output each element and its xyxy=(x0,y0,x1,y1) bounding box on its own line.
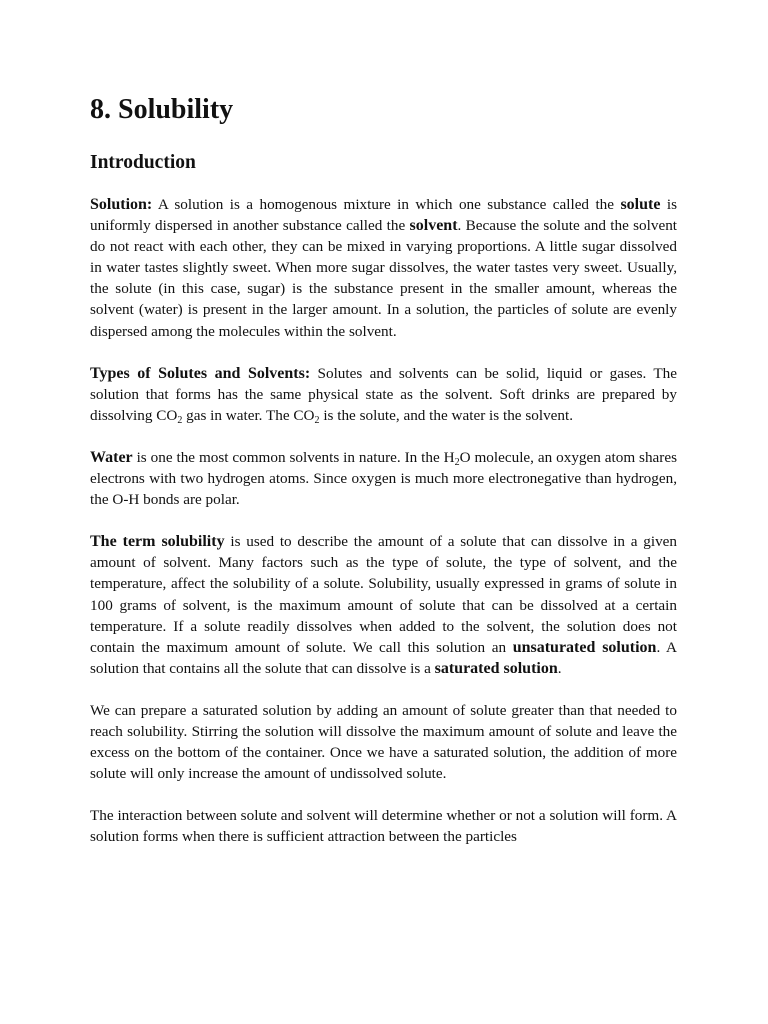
paragraph-text: A solution is a homogenous mixture in which one substance called the xyxy=(152,196,621,213)
paragraph-text: is the solute, and the water is the solvent. xyxy=(319,406,574,424)
subscript: 2 xyxy=(177,414,183,426)
term-types-label: Types of Solutes and Solvents: xyxy=(90,364,311,382)
document-page xyxy=(90,92,677,868)
paragraph-text: . xyxy=(557,659,562,677)
paragraph-solubility-term xyxy=(90,531,677,679)
paragraph-text: O molecule, an oxygen atom shares electrons with two hydrogen atoms. Since oxygen is much more electronegative than hydrogen, the O-H bonds are polar. xyxy=(90,448,678,509)
term-solute: solute xyxy=(620,196,661,213)
term-solubility-label: The term solubility xyxy=(90,533,225,551)
paragraph-text: gas in water. The CO xyxy=(182,406,315,424)
paragraph-text: is used to describe the amount of a solute that can dissolve in a given amount of solvent. Many factors such as the type of solute, the type of solvent, and the temperature, affect the solubility of a solute. Solubility, usually expressed in grams of solute in 100 grams of solvent, is the maximum amount of solute that can be dissolved at a certain temperature. If a solute readily dissolves when added to the solvent, the solution does not contain the maximum amount of solute. We call this solution an xyxy=(90,533,677,656)
term-water-label: Water xyxy=(90,448,133,466)
paragraph-prepare-saturated: We can prepare a saturated solution by adding an amount of solute greater than that needed to reach solubility. Stirring the solution will dissolve the maximum amount of solute and leave the excess on the bottom of the container. Once we have a saturated solution, the addition of more solute will only increase the amount of undissolved solute. xyxy=(90,701,677,783)
paragraph-text: is one the most common solvents in nature. In the H xyxy=(132,448,455,466)
paragraph-text: . A solution that contains all the solute that can dissolve is a xyxy=(90,638,678,677)
term-solution-label: Solution: xyxy=(90,196,153,213)
term-unsaturated-solution: unsaturated solution xyxy=(512,638,657,656)
paragraph-interaction: The interaction between solute and solvent will determine whether or not a solution will form. A solution forms when there is sufficient attraction between the particles xyxy=(90,807,677,846)
paragraph-text: Solutes and solvents can be solid, liquid or gases. The solution that forms has the same physical state as the solvent. Soft drinks are prepared by dissolving CO xyxy=(90,364,677,424)
chapter-title: 8. Solubility xyxy=(90,94,234,125)
paragraph-types-of-solutes xyxy=(90,363,677,426)
paragraph-text: . Because the solute and the solvent do not react with each other, they can be mixed in varying proportions. A little sugar dissolved in water tastes slightly sweet. When more sugar dissolves, the water tastes very sweet. Usually, the solute (in this case, sugar) is the substance present in the smaller amount, whereas the solvent (water) is present in the larger amount. In a solution, the particles of solute are evenly dispersed among the molecules within the solvent. xyxy=(90,217,678,340)
subscript: 2 xyxy=(314,414,320,426)
term-solvent: solvent xyxy=(409,217,458,235)
paragraph-water xyxy=(90,447,677,510)
subscript: 2 xyxy=(454,456,460,468)
section-heading-introduction: Introduction xyxy=(90,152,196,173)
term-saturated-solution: saturated solution xyxy=(434,659,558,677)
paragraph-solution-definition xyxy=(90,194,677,342)
paragraph-text: is uniformly dispersed in another substance called the xyxy=(90,196,677,235)
